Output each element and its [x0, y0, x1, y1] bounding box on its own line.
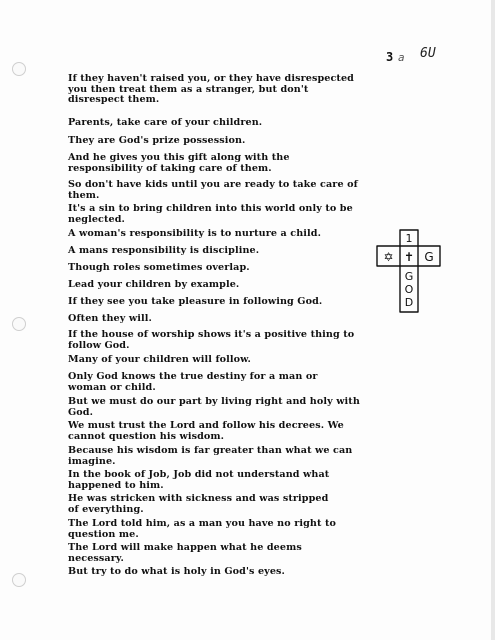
paragraph: Many of your children will follow.	[68, 354, 252, 365]
star-of-david-icon: ✡	[383, 250, 394, 264]
paragraph: We must trust the Lord and follow his decrees. We cannot question his wisdom.	[68, 420, 344, 442]
paragraph: If they haven't raised you, or they have disrespected you then treat them as a stranger, but don't disrespect them.	[68, 73, 354, 105]
paragraph: In the book of Job, Job did not understand what happened to him.	[68, 469, 330, 491]
paragraph: The Lord told him, as a man you have no right to question me.	[68, 518, 336, 540]
cross-letter-d: D	[404, 296, 414, 309]
cross-letter-o: O	[404, 283, 414, 296]
paragraph: Because his wisdom is far greater than what we can imagine.	[68, 445, 353, 467]
paragraph: A mans responsibility is discipline.	[68, 245, 260, 256]
paragraph: The Lord will make happen what he deems necessary.	[68, 542, 302, 564]
paragraph: If the house of worship shows it's a positive thing to follow God.	[68, 329, 355, 351]
paragraph: He was stricken with sickness and was stripped of everything.	[68, 493, 329, 515]
paragraph: It's a sin to bring children into this world only to be neglected.	[68, 203, 353, 225]
paragraph: A woman's responsibility is to nurture a child.	[68, 228, 322, 239]
binder-hole-top	[12, 62, 26, 76]
page-number-annotation: a	[398, 51, 405, 64]
christian-cross-icon: ✝	[403, 250, 415, 264]
paragraph: But we must do our part by living right and holy with God.	[68, 396, 360, 418]
paragraph: Only God knows the true destiny for a man or woman or child.	[68, 371, 318, 393]
handwritten-page-number: 6U	[420, 46, 436, 61]
paragraph: Parents, take care of your children.	[68, 117, 263, 128]
cross-drawing	[374, 228, 444, 314]
paragraph: So don't have kids until you are ready to take care of them.	[68, 179, 358, 201]
cross-letter-g: G	[404, 270, 414, 283]
binder-hole-middle	[12, 317, 26, 331]
paragraph: Though roles sometimes overlap.	[68, 262, 250, 273]
cross-top-label: 1	[405, 232, 413, 245]
binder-hole-bottom	[12, 573, 26, 587]
cross-right-label: G	[424, 250, 434, 264]
paragraph: Often they will.	[68, 313, 152, 324]
page-number: 3	[386, 50, 394, 64]
paragraph: But try to do what is holy in God's eyes.	[68, 566, 285, 577]
page-edge-shadow	[491, 0, 495, 640]
paragraph: And he gives you this gift along with the responsibility of taking care of them.	[68, 152, 290, 174]
paragraph: If they see you take pleasure in following God.	[68, 296, 323, 307]
paragraph: They are God's prize possession.	[68, 135, 246, 146]
paragraph: Lead your children by example.	[68, 279, 240, 290]
